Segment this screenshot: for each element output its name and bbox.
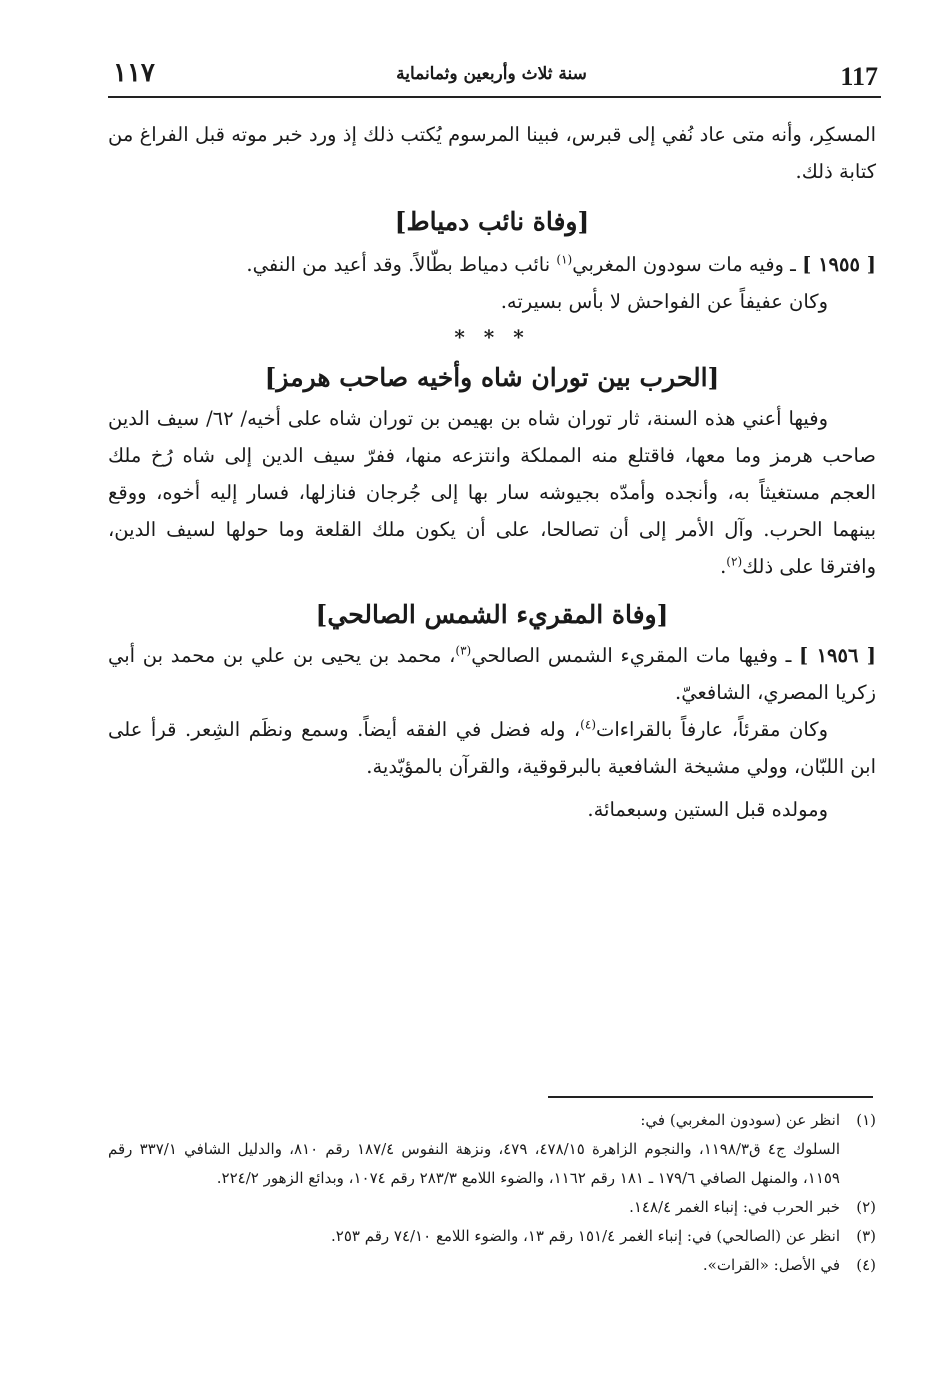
footnote-text: في الأصل: «القرات». bbox=[702, 1256, 840, 1274]
footnote-mark: (٢) bbox=[856, 1198, 876, 1216]
footnote-ref: (٤) bbox=[580, 717, 596, 732]
footnote-rule bbox=[548, 1096, 873, 1098]
paragraph-text: وكان مقرئاً، عارفاً بالقراءات bbox=[596, 718, 829, 741]
page-number-arabic: ١١٧ bbox=[113, 58, 155, 88]
footnote bbox=[108, 1106, 876, 1135]
paragraph-continuation: المسكِر، وأنه متى عاد نُفي إلى قبرس، فبينا المرسوم يُكتب ذلك إذ ورد خبر موته قبل الفراغ من كتابة ذلك. bbox=[108, 123, 876, 183]
footnote-text: انظر عن (سودون المغربي) في: bbox=[640, 1111, 840, 1129]
entry-number: [ ١٩٥٦ ] bbox=[799, 644, 877, 667]
page-header bbox=[105, 58, 878, 94]
entry-text: ـ وفيها مات المقريء الشمس الصالحي bbox=[471, 644, 800, 667]
section-separator-stars: * * * bbox=[454, 325, 530, 349]
footnote-mark: (١) bbox=[856, 1111, 876, 1129]
paragraph-text: . bbox=[720, 555, 727, 578]
paragraph-text: ، وله فضل في الفقه أيضاً. وسمع ونظَم الشِعر. قرأ على ابن اللبّان، وولي مشيخة الشافعية بالبرقوقية، والقرآن بالمؤيّدية. bbox=[108, 718, 876, 778]
running-title: سنة ثلاث وأربعين وثمانماية bbox=[396, 64, 587, 84]
paragraph-war bbox=[108, 400, 876, 585]
section-heading-death-damietta-governor: [وفاة نائب دمياط] bbox=[394, 207, 590, 236]
footnote bbox=[108, 1135, 876, 1193]
entry-number: [ ١٩٥٥ ] bbox=[802, 253, 876, 276]
footnote bbox=[108, 1222, 876, 1251]
footnote-ref: (٢) bbox=[726, 554, 743, 569]
section-heading-war-turan-shah: [الحرب بين توران شاه وأخيه صاحب هرمز] bbox=[264, 363, 720, 392]
paragraph-birth: ومولده قبل الستين وسبعمائة. bbox=[587, 798, 828, 821]
footnote-text: السلوك ج٤ ق١١٩٨/٣، والنجوم الزاهرة ٤٧٨/١٥، ٤٧٩، ونزهة النفوس ١٨٧/٤ رقم ٨١٠، والدليل الشافي ٣٣٧/١ رقم ١١٥٩، والمنهل الصافي ١٧٩/٦ ـ ١٨١ رقم ١١٦٢، والضوء اللامع ٢٨٣/٣ رقم ١٠٧٤، وبدائع الزهور ٢٢٤/٢. bbox=[108, 1140, 841, 1187]
entry-text: ، محمد بن يحيى بن علي بن محمد بن أبي زكريا المصري، الشافعيّ. bbox=[108, 644, 876, 704]
footnote bbox=[108, 1251, 876, 1280]
footnote-mark: (٣) bbox=[856, 1227, 876, 1245]
main-text bbox=[108, 116, 876, 828]
footnote-text: انظر عن (الصالحي) في: إنباء الغمر ١٥١/٤ رقم ١٣، والضوء اللامع ٧٤/١٠ رقم ٢٥٣. bbox=[331, 1227, 840, 1245]
footnote-mark bbox=[840, 1135, 876, 1193]
page-number-latin: 117 bbox=[840, 62, 878, 91]
entry-1956 bbox=[108, 637, 876, 711]
footnote-ref: (٣) bbox=[455, 643, 472, 658]
paragraph-scholar bbox=[108, 711, 876, 785]
footnote-ref: (١) bbox=[556, 252, 573, 267]
section-heading-death-salihi: [وفاة المقريء الشمس الصالحي] bbox=[315, 600, 669, 629]
paragraph-character: وكان عفيفاً عن الفواحش لا بأس بسيرته. bbox=[500, 290, 828, 313]
footnote bbox=[108, 1193, 876, 1222]
entry-1955 bbox=[108, 246, 876, 283]
entry-text: ـ وفيه مات سودون المغربي bbox=[572, 253, 803, 276]
footnote-text: خبر الحرب في: إنباء الغمر ١٤٨/٤. bbox=[629, 1198, 840, 1216]
footnotes bbox=[108, 1106, 876, 1280]
paragraph-text: وفيها أعني هذه السنة، ثار توران شاه بن بهيمن بن توران شاه على أخيه/ ٦٢/ سيف الدين صاحب هرمز وما معها، فاقتلع منه المملكة وانتزعه منها، ففرّ سيف الدين إلى شاه رُخ ملك العجم مستغيثاً به، وأنجده وأمدّه بجيوشه سار بها إلى جُرجان فنازلها، فسار إليه أخوه، ووقع بينهما الحرب. وآل الأمر إلى أن تصالحا، على أن يكون ملك القلعة وما حولها لسيف الدين، وافترقا على ذلك bbox=[108, 407, 876, 578]
footnote-mark: (٤) bbox=[856, 1256, 876, 1274]
header-rule bbox=[108, 96, 881, 98]
entry-text: نائب دمياط بطّالاً. وقد أعيد من النفي. bbox=[246, 253, 557, 276]
